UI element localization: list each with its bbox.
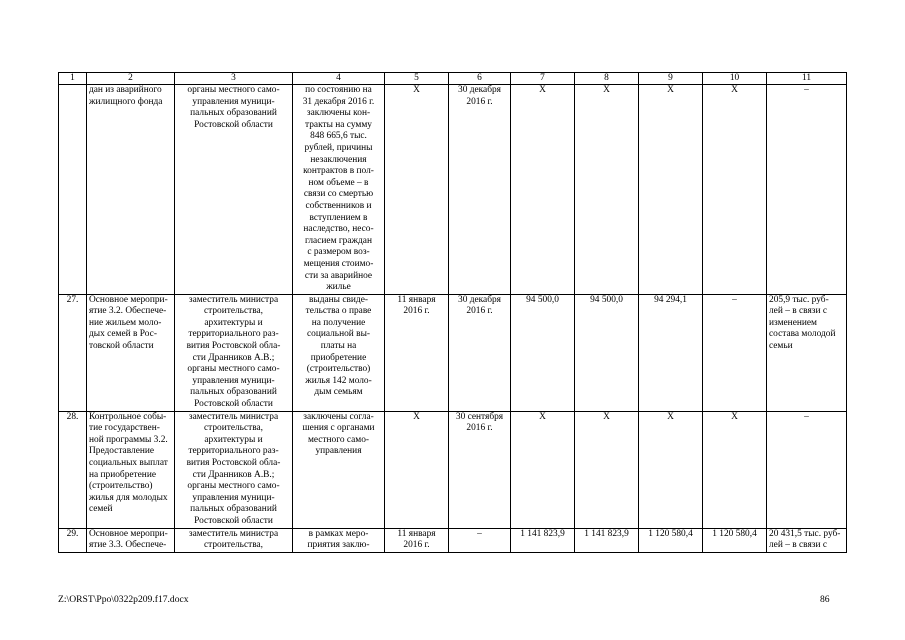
- column-number: 2: [87, 73, 175, 85]
- column-number: 8: [575, 73, 639, 85]
- column-number: 9: [639, 73, 703, 85]
- row-number: [59, 85, 87, 295]
- column-number: 7: [511, 73, 575, 85]
- value-cell: 94 294,1: [639, 294, 703, 411]
- value-cell: Х: [703, 411, 767, 528]
- value-cell: Х: [575, 411, 639, 528]
- end-date-cell: 30 сентября 2016 г.: [449, 411, 511, 528]
- column-number: 3: [175, 73, 293, 85]
- start-date-cell: 11 января 2016 г.: [385, 294, 449, 411]
- event-name-cell: Контрольное собы- тие государствен- ной программы 3.2. Предоставление социальных выплат на приобретение (строительство) жилья для молодых семей: [87, 411, 175, 528]
- start-date-cell: 11 января 2016 г.: [385, 528, 449, 552]
- value-cell: 1 141 823,9: [511, 528, 575, 552]
- column-number: 5: [385, 73, 449, 85]
- value-cell: Х: [575, 85, 639, 295]
- value-cell: 1 120 580,4: [639, 528, 703, 552]
- event-name-cell: Основное меропри- ятие 3.2. Обеспече- ние жильем моло- дых семей в Рос- товской области: [87, 294, 175, 411]
- result-cell: в рамках меро- приятия заклю-: [293, 528, 385, 552]
- value-cell: Х: [639, 411, 703, 528]
- event-name-cell: Основное меропри- ятие 3.3. Обеспече-: [87, 528, 175, 552]
- table-row: [59, 85, 847, 295]
- row-number: 27.: [59, 294, 87, 411]
- responsible-cell: заместитель министра строительства,: [175, 528, 293, 552]
- column-number: 1: [59, 73, 87, 85]
- note-cell: 205,9 тыс. руб- лей – в связи с изменением состава молодой семьи: [767, 294, 847, 411]
- note-cell: –: [767, 85, 847, 295]
- value-cell: Х: [511, 85, 575, 295]
- note-cell: 20 431,5 тыс. руб- лей – в связи с: [767, 528, 847, 552]
- result-cell: заключены согла- шения с органами местного само- управления: [293, 411, 385, 528]
- row-number: 28.: [59, 411, 87, 528]
- column-number-row: [59, 73, 847, 85]
- value-cell: 94 500,0: [511, 294, 575, 411]
- row-number: 29.: [59, 528, 87, 552]
- start-date-cell: Х: [385, 411, 449, 528]
- responsible-cell: заместитель министра строительства, архитектуры и территориального раз- вития Ростовской обла- сти Дранников А.В.; органы местного само- управления муници- пальных образований Ростовской области: [175, 294, 293, 411]
- end-date-cell: 30 декабря 2016 г.: [449, 294, 511, 411]
- end-date-cell: –: [449, 528, 511, 552]
- value-cell: Х: [639, 85, 703, 295]
- table-row: [59, 528, 847, 552]
- value-cell: 1 141 823,9: [575, 528, 639, 552]
- result-cell: выданы свиде- тельства о праве на получение социальной вы- платы на приобретение (строительство) жилья 142 моло- дым семьям: [293, 294, 385, 411]
- table-row: [59, 411, 847, 528]
- column-number: 11: [767, 73, 847, 85]
- document-path: Z:\ORST\Ppo\0322p209.f17.docx: [58, 594, 189, 605]
- responsible-cell: органы местного само- управления муници- пальных образований Ростовской области: [175, 85, 293, 295]
- report-table: [58, 72, 847, 553]
- responsible-cell: заместитель министра строительства, архитектуры и территориального раз- вития Ростовской обла- сти Дранников А.В.; органы местного само- управления муници- пальных образований Ростовской области: [175, 411, 293, 528]
- value-cell: 1 120 580,4: [703, 528, 767, 552]
- page-number: 86: [820, 594, 830, 605]
- table-row: [59, 294, 847, 411]
- column-number: 10: [703, 73, 767, 85]
- value-cell: –: [703, 294, 767, 411]
- value-cell: 94 500,0: [575, 294, 639, 411]
- start-date-cell: Х: [385, 85, 449, 295]
- result-cell: по состоянию на 31 декабря 2016 г. заключены кон- тракты на сумму 848 665,6 тыс. рублей, причины незаключения контрактов в пол- ном объеме – в связи со смертью собственников и вступлением в наследство, несо- гласием граждан с размером воз- мещения стоимо- сти за аварийное жилье: [293, 85, 385, 295]
- end-date-cell: 30 декабря 2016 г.: [449, 85, 511, 295]
- value-cell: Х: [703, 85, 767, 295]
- note-cell: –: [767, 411, 847, 528]
- value-cell: Х: [511, 411, 575, 528]
- column-number: 4: [293, 73, 385, 85]
- column-number: 6: [449, 73, 511, 85]
- event-name-cell: дан из аварийного жилищного фонда: [87, 85, 175, 295]
